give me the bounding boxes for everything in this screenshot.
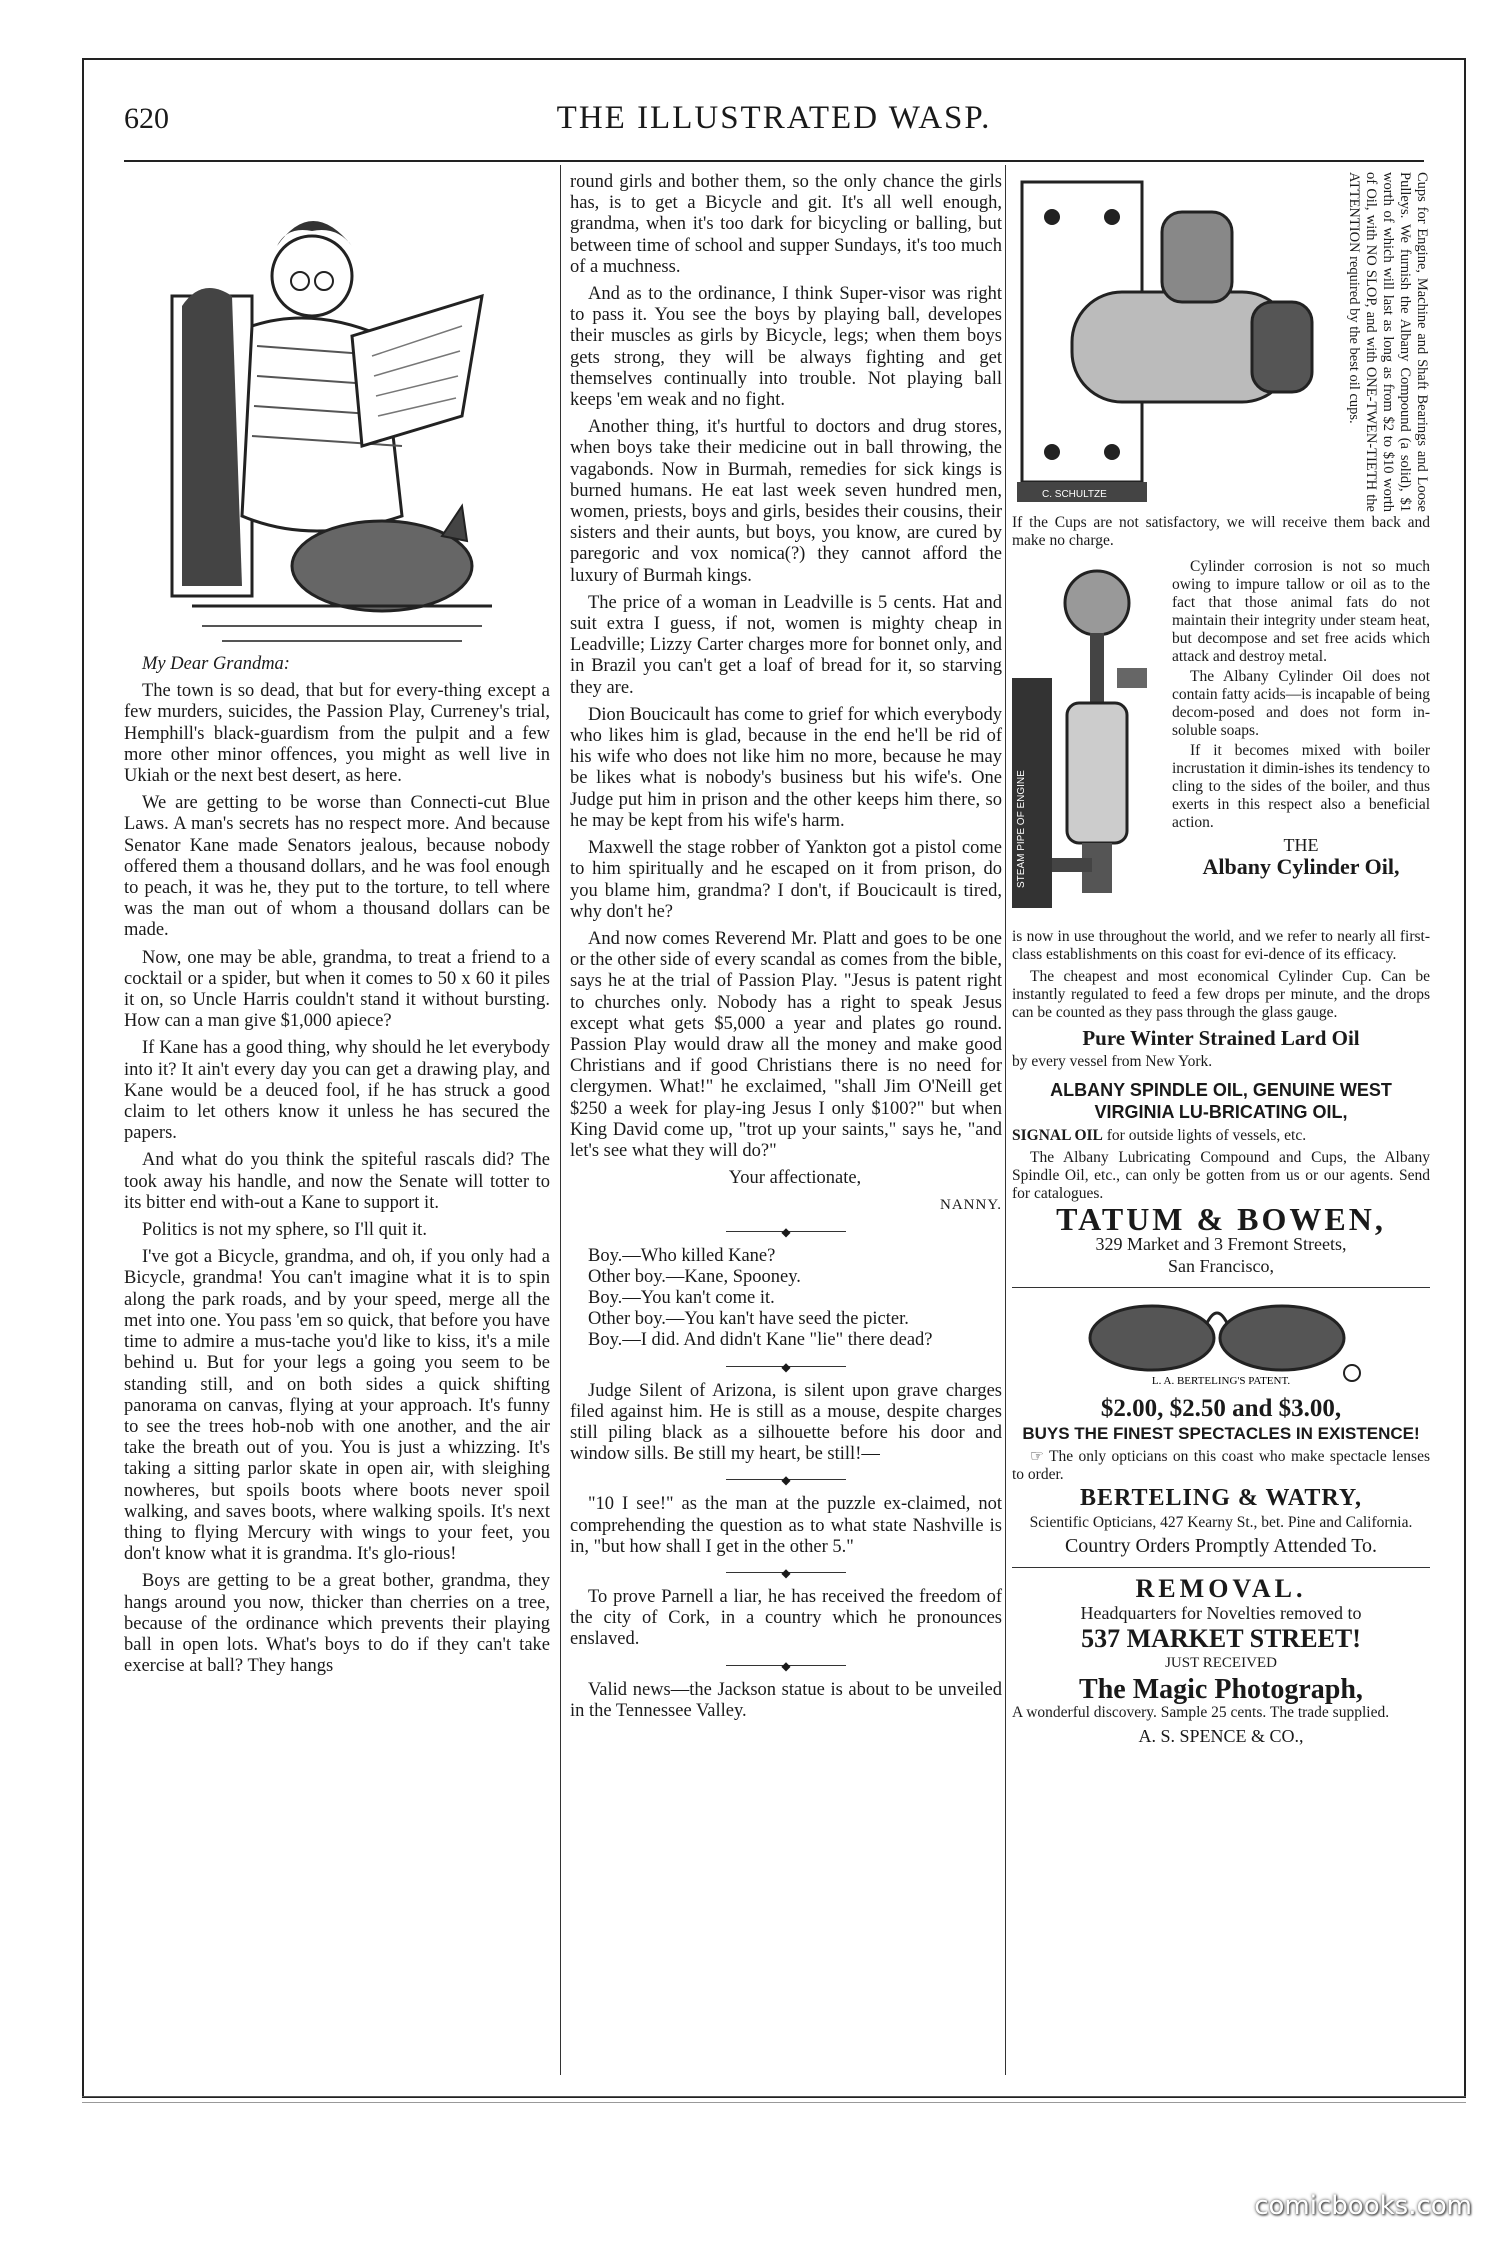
news-item: Valid news—the Jackson statue is about to be unveiled in the Tennessee Valley. — [570, 1679, 1002, 1721]
salutation: My Dear Grandma: — [142, 654, 290, 674]
grandma-illustration — [162, 186, 512, 646]
news-item: Judge Silent of Arizona, is silent upon grave charges filed against him. He is still as a mouse, despite charges still piling black as a silhouette before his door and window sills. Be still my heart, be still!— — [570, 1380, 1002, 1465]
signal-oil-label: SIGNAL OIL — [1012, 1127, 1103, 1145]
separator — [726, 1231, 846, 1232]
paragraph: The town is so dead, that but for every-thing except a few murders, suicides, the Passion Play, Curreney's trial, Hemphill's black-guardism from the pulpit and a few more other minor offences, you might as well live in Ukiah or the next best desert, as here. — [124, 681, 550, 787]
news-item: To prove Parnell a liar, he has received the freedom of the city of Cork, in a country which he pronounces enslaved. — [570, 1586, 1002, 1650]
paragraph: We are getting to be worse than Connecti-cut Blue Laws. A man's secrets has no respect more. And because Senator Kane made Senators jealous, because nobody offered them a thousand dollars, and he was fool enough to peach, it was he, they put to the torture, to tell where was the man out of whom a thousand dollars can be made. — [124, 793, 550, 941]
dialogue-line: Boy.—I did. And didn't Kane "lie" there dead? — [588, 1330, 933, 1351]
paragraph: If Kane has a good thing, why should he let everybody into it? It ain't every day you can get a drawing play, and Kane would be a deuced fool, if he has struck a good claim to let others know it unless he has secured the papers. — [124, 1038, 550, 1144]
paragraph: Maxwell the stage robber of Yankton got a pistol come to him spiritually and he escaped on it from prison, do you blame him, grandma? I don't, if Boucicault is tired, why don't he? — [570, 838, 1002, 922]
page-bottom-rule — [82, 2102, 1466, 2103]
pointing-hand-icon: ☞ — [1030, 1448, 1044, 1466]
paragraph: If it becomes mixed with boiler incrustation it dimin-ishes its tendency to cling to the sides of the boiler, and thus exerts in this respect also a beneficial action. — [1172, 742, 1430, 831]
paragraph: Cylinder corrosion is not so much owing to impure tallow or oil as to the fact that those animal fats do not maintain their integrity under steam heat, but decompose and set free acids which attack and destroy metal. — [1172, 558, 1430, 665]
berteling-heading: BERTELING & WATRY, — [1080, 1485, 1362, 1512]
letter-signature: NANNY. — [940, 1197, 1002, 1214]
cylinder-cup-engraving — [1012, 558, 1162, 928]
separator — [726, 1665, 846, 1666]
ad-word-the: THE — [1283, 835, 1319, 855]
albany-oil-text: is now in use throughout the world, and we refer to nearly all first-class establishments on this coast for evi-dence of its efficacy. — [1012, 928, 1430, 963]
signal-oil-line — [1012, 1127, 1430, 1145]
magic-photograph-text: A wonderful discovery. Sample 25 cents. The trade supplied. — [1012, 1703, 1390, 1721]
patent-label: L. A. BERTELING'S PATENT. — [1151, 1374, 1291, 1387]
albany-oil-heading: Albany Cylinder Oil, — [1202, 854, 1400, 879]
paragraph: Now, one may be able, grandma, to treat a friend to a cocktail or a spider, but when it comes to 50 x 60 it piles it on, so Uncle Harris couldn't stand it without bursting. How can a man give $1,000 apiece? — [124, 947, 550, 1032]
opticians-note — [1012, 1448, 1430, 1484]
page-header — [124, 100, 1424, 150]
separator — [726, 1366, 846, 1367]
dialogue-line: Boy.—You kan't come it. — [588, 1287, 775, 1308]
column-divider — [1005, 165, 1006, 2075]
paragraph: And what do you think the spiteful rascals did? The took away his handle, and now the Senate will totter to its bitter end with-out a Kane to support it. — [124, 1150, 550, 1213]
tatum-address-2: San Francisco, — [1168, 1255, 1274, 1276]
cups-vertical-text-box — [1346, 172, 1432, 512]
dialogue-line: Other boy.—You kan't have seed the picter. — [588, 1309, 909, 1330]
steam-pipe-label: STEAM PIPE OF ENGINE — [1016, 770, 1027, 888]
cups-return-note: If the Cups are not satisfactory, we will receive them back and make no charge. — [1012, 514, 1430, 549]
tatum-bowen-heading: TATUM & BOWEN, — [1056, 1201, 1386, 1238]
lard-oil-sub: by every vessel from New York. — [1012, 1053, 1213, 1071]
column-middle — [570, 172, 1002, 1728]
just-received: JUST RECEIVED — [1165, 1655, 1277, 1672]
cylinder-oil-ad — [1012, 558, 1430, 928]
spectacles-engraving — [1012, 1298, 1430, 1388]
opticians-note-text: The only opticians on this coast who make spectacle lenses to order. — [1012, 1448, 1430, 1484]
oil-cup-engraving — [1012, 172, 1342, 512]
ad-divider — [1012, 1287, 1430, 1288]
paragraph: I've got a Bicycle, grandma, and oh, if you only had a Bicycle, grandma! You can't imagine what it is to spin along the park roads, and by your speed, merge all the met into one. You pass 'em so quick, that before you have time to admire a mus-tache you'd like to kiss, it's a mile behind u. But for your legs a going you seem to be standing still, and on both sides a quick shifting panorama on canvas, flying at your approach. It's funny to see the trees hob-nob with one another, and the air take the breath out of you. You is just a whizzing. It's taking a sitting parlor skate in open air, with sleighing nowheres, but spoils boots where boots never spoil walking, and saves boots, where walking spoils. It's next thing to flying Mercury with wings to your feet, you don't know what it is grandma. It's glo-rious! — [124, 1247, 550, 1565]
paragraph: Boys are getting to be a great bother, grandma, they hangs around you now, thicker than cherries on a tree, because of the ordinance which prevents their playing ball in open lots. What's boys to do if they can't take exercise at ball? They hangs — [124, 1571, 550, 1677]
spindle-oil-heading: ALBANY SPINDLE OIL, GENUINE WEST VIRGINIA LU-BRICATING OIL, — [1050, 1080, 1392, 1123]
removal-heading: REMOVAL. — [1135, 1573, 1307, 1603]
spectacle-prices: $2.00, $2.50 and $3.00, — [1100, 1395, 1342, 1423]
ad-divider — [1012, 1567, 1430, 1568]
letter-closing: Your affectionate, — [728, 1168, 862, 1189]
headquarters-line: Headquarters for Novelties removed to — [1080, 1603, 1362, 1624]
country-orders: Country Orders Promptly Attended To. — [1064, 1534, 1378, 1557]
page-number: 620 — [124, 102, 169, 135]
berteling-address: Scientific Opticians, 427 Kearny St., bet. Pine and California. — [1029, 1513, 1413, 1531]
paragraph: Dion Boucicault has come to grief for which everybody who likes him is glad, because in the end he'll be rid of his wife who does not like him no more, because he may be likes what is nobody's business but his wife's. One Judge put him in prison and the other keeps him there, so he may be kept from his wife's harm. — [570, 704, 1002, 831]
separator — [726, 1479, 846, 1480]
paragraph: The Albany Cylinder Oil does not contain fatty acids—is incapable of being decom-posed and does not form in-soluble soaps. — [1172, 668, 1430, 739]
paragraph: And now comes Reverend Mr. Platt and goes to be one or the other side of every scandal as comes from the bible, says he at the trial of Passion Play. "Jesus is patent right to churches only. Nobody has a right to speak Jesus except what gets $5,000 a year and plates go round. Passion Play would draw all the money and make good Christians and if good Christians there is no need for clergymen. What!" he exclaimed, "shall Jim O'Neill get $250 a week for play-ing Jesus I only $100?" but when King David come up, "trot up your saints," says he, "and let's see what they will do?" — [570, 928, 1002, 1161]
page-bottom-rule — [82, 2096, 1466, 2097]
masthead-title: THE ILLUSTRATED WASP. — [556, 100, 992, 136]
watermark: comicbooks.com — [1254, 2191, 1472, 2221]
spectacles-slogan: BUYS THE FINEST SPECTACLES IN EXISTENCE! — [1022, 1424, 1420, 1444]
dialogue-line: Boy.—Who killed Kane? — [588, 1245, 776, 1266]
paragraph: Politics is not my sphere, so I'll quit it. — [142, 1220, 427, 1241]
separator — [726, 1572, 846, 1573]
engraver-credit: C. SCHULTZE — [1042, 489, 1107, 500]
tatum-address-1: 329 Market and 3 Fremont Streets, — [1095, 1234, 1347, 1255]
compound-note: The Albany Lubricating Compound and Cups, the Albany Spindle Oil, etc., can only be gotten from us or our agents. Send for catalogues. — [1012, 1149, 1430, 1203]
market-street-heading: 537 MARKET STREET! — [1081, 1624, 1361, 1654]
newspaper-page — [82, 58, 1466, 2098]
paragraph: round girls and bother them, so the only chance the girls has, is to get a Bicycle and git. It's all well enough, grandma, when it's too dark for bicycling or balling, but between time of school and supper Sundays, it's too much of a muchness. — [570, 172, 1002, 277]
cylinder-oil-text — [1172, 558, 1430, 928]
cheapest-cup-text: The cheapest and most economical Cylinder Cup. Can be instantly regulated to feed a few drops per minute, and the drops can be counted as they pass through the glass gauge. — [1012, 968, 1430, 1021]
paragraph: Another thing, it's hurtful to doctors and drug stores, when boys take their medicine out in ball throwing, the vagabonds. Now in Burmah, remedies for sick kings is burned humans. He eat last week seven hundred men, women, priests, boys and girls, besides their cousins, their sisters and their aunts, but boys, you know, are cured by paregoric and vox nomica(?) they cannot afford the luxury of Burmah kings. — [570, 417, 1002, 586]
header-rule — [124, 160, 1424, 162]
column-ads — [1012, 172, 1430, 1747]
lard-oil-heading: Pure Winter Strained Lard Oil — [1082, 1026, 1360, 1050]
column-divider — [560, 165, 561, 2075]
paragraph: The price of a woman in Leadville is 5 cents. Hat and suit extra I guess, if not, women is mighty cheap in Leadville; Lizzy Carter charges more for bonnet only, and in Brazil you can't get a loaf of bread for it, so starving they are. — [570, 592, 1002, 698]
paragraph: And as to the ordinance, I think Super-visor was right to pass it. You see the boys by playing ball, developes their muscles as girls by Bicycle, legs; when them boys gets strong, they will be always fighting and get themselves continually into trouble. Not playing ball keeps 'em weak and no fight. — [570, 284, 1002, 411]
spence-signature: A. S. SPENCE & CO., — [1138, 1725, 1304, 1746]
signal-oil-text: for outside lights of vessels, etc. — [1106, 1127, 1307, 1145]
oil-cup-ad — [1012, 172, 1430, 512]
magic-photograph-heading: The Magic Photograph, — [1079, 1673, 1363, 1705]
column-left — [124, 172, 550, 1683]
cups-vertical-text: Cups for Engine, Machine and Shaft Bearings and Loose Pulleys. We furnish the Albany Compound (a solid), $1 worth of which will last as long as from $2 to $10 worth of Oil, with NO SLOP, and with ONE-TWEN-TIETH the ATTENTION required by the best oil cups. — [1346, 172, 1430, 512]
dialogue-line: Other boy.—Kane, Spooney. — [588, 1266, 801, 1287]
news-item: "10 I see!" as the man at the puzzle ex-claimed, not comprehending the question as to what state Nashville is in, "but how shall I get in the other 5." — [570, 1494, 1002, 1557]
